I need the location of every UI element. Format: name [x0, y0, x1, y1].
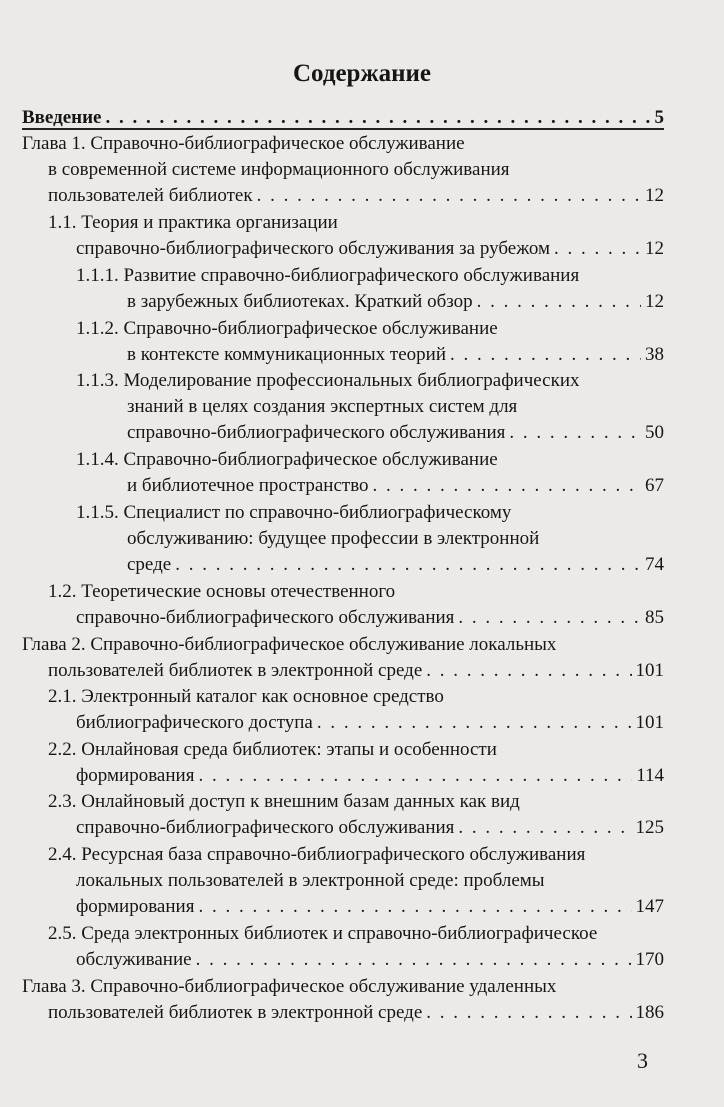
toc-entry-line [76, 317, 664, 341]
toc-entry-line-final [76, 606, 664, 630]
dot-leader [198, 895, 631, 919]
toc-entry-text: пользователей библиотек в электронной среде [48, 1002, 423, 1023]
toc-entry-line-final [127, 421, 664, 445]
dot-leader [458, 816, 631, 840]
toc-entry-line [48, 211, 664, 235]
toc-entry-line [76, 869, 664, 893]
toc-entry-line [76, 448, 664, 472]
toc-entry-text: в контексте коммуникационных теорий [127, 344, 446, 365]
toc-entry-line-final [48, 184, 664, 208]
dot-leader [554, 237, 641, 261]
toc-entry-line [48, 790, 664, 814]
toc-page-number: 67 [645, 475, 664, 496]
toc-page-number: 147 [635, 896, 664, 917]
toc-entry-text: обслуживание [76, 949, 192, 970]
dot-leader [317, 711, 632, 735]
toc-entry-text: библиографического доступа [76, 712, 313, 733]
toc-page-number: 12 [645, 291, 664, 312]
toc-page-number: 101 [635, 660, 664, 681]
toc-entry-text: 1.1.1. Развитие справочно-библиографического обслуживания [76, 265, 580, 286]
toc-entry-line-final [127, 474, 664, 498]
toc-entry-line [48, 738, 664, 762]
toc-page-number: 38 [645, 344, 664, 365]
toc-page-number: 5 [654, 107, 664, 128]
dot-leader [426, 659, 631, 683]
toc-entry-line [48, 922, 664, 946]
toc-entry-text: формирования [76, 896, 195, 917]
toc-entry-text: справочно-библиографического обслуживания [127, 422, 506, 443]
toc-entry-line-final [48, 659, 664, 683]
dot-leader [509, 421, 641, 445]
toc-entry-text: справочно-библиографического обслуживания за рубежом [76, 238, 551, 259]
toc-entry-text: 1.1.4. Справочно-библиографическое обслуживание [76, 449, 498, 470]
toc-page-number: 125 [635, 817, 664, 838]
dot-leader [426, 1001, 631, 1025]
toc-entry-text: пользователей библиотек в электронной среде [48, 660, 423, 681]
toc-entry-line [48, 685, 664, 709]
toc-entry-text: справочно-библиографического обслуживания [76, 607, 455, 628]
toc-entry-line-final [76, 237, 664, 261]
toc-entry-line-final [76, 948, 664, 972]
toc-page-number: 12 [645, 238, 664, 259]
toc-page-number: 186 [635, 1002, 664, 1023]
dot-leader [257, 184, 641, 208]
dot-leader [458, 606, 641, 630]
toc-entry-line [48, 843, 664, 867]
dot-leader [450, 343, 641, 367]
toc-entry-text: в современной системе информационного обслуживания [48, 159, 510, 180]
toc-entry-text: справочно-библиографического обслуживания [76, 817, 455, 838]
toc-entry-text: Глава 3. Справочно-библиографическое обслуживание удаленных [22, 976, 557, 997]
toc-entry-line-final [76, 816, 664, 840]
toc-entry-line [76, 501, 664, 525]
toc-entry-line [76, 264, 664, 288]
toc-entry-text: знаний в целях создания экспертных систем для [127, 396, 518, 417]
dot-leader [477, 290, 641, 314]
toc-entry-line-final [127, 343, 664, 367]
page-number: 3 [637, 1048, 648, 1073]
toc-entry-text: обслуживанию: будущее профессии в электронной [127, 528, 540, 549]
toc-entry-text: 1.1.5. Специалист по справочно-библиографическому [76, 502, 512, 523]
toc-entry-line-final [48, 1001, 664, 1025]
toc-entry-line [22, 633, 664, 657]
toc-entry-text: 1.1.3. Моделирование профессиональных библиографических [76, 370, 580, 391]
toc-entry-text: Глава 2. Справочно-библиографическое обслуживание локальных [22, 634, 557, 655]
toc-entry-text: 2.3. Онлайновый доступ к внешним базам данных как вид [48, 791, 520, 812]
toc-entry-text: 1.1. Теория и практика организации [48, 212, 338, 233]
toc-entry-text: 1.1.2. Справочно-библиографическое обслуживание [76, 318, 498, 339]
toc-entry-text: пользователей библиотек [48, 185, 253, 206]
toc-page-number: 101 [635, 712, 664, 733]
toc-entry-text: 2.2. Онлайновая среда библиотек: этапы и особенности [48, 739, 497, 760]
toc-entry-text: формирования [76, 765, 195, 786]
toc-entry-text: 2.1. Электронный каталог как основное средство [48, 686, 444, 707]
toc-entry-text: 2.4. Ресурсная база справочно-библиографического обслуживания [48, 844, 586, 865]
toc-page-number: 50 [645, 422, 664, 443]
dot-leader [106, 106, 651, 130]
toc-page-number: 74 [645, 554, 664, 575]
toc-page-number: 114 [636, 765, 664, 786]
toc-entry-line-final [127, 553, 664, 577]
toc-entry-text: Глава 1. Справочно-библиографическое обслуживание [22, 133, 465, 154]
toc-entry-text: Введение [22, 107, 102, 128]
dot-leader [175, 553, 641, 577]
toc-entry-line [76, 369, 664, 393]
toc-entry-line-final [22, 106, 664, 130]
toc-page-number: 85 [645, 607, 664, 628]
page-title: Содержание [292, 60, 431, 87]
toc-entry-text: 1.2. Теоретические основы отечественного [48, 581, 396, 602]
dot-leader [198, 764, 632, 788]
toc-entry-text: и библиотечное пространство [127, 475, 369, 496]
toc-entry-line-final [76, 764, 664, 788]
dot-leader [196, 948, 632, 972]
toc-page-number: 12 [645, 185, 664, 206]
toc-entry-line [48, 158, 664, 182]
toc-entry-text: среде [127, 554, 172, 575]
toc-entry-line [22, 975, 664, 999]
toc-entry-text: локальных пользователей в электронной среде: проблемы [76, 870, 545, 891]
toc-entry-line [22, 132, 664, 156]
toc-entry-line-final [76, 895, 664, 919]
toc-page-number: 170 [635, 949, 664, 970]
toc-entry-line [127, 527, 664, 551]
toc-entry-line [127, 395, 664, 419]
toc-entry-line-final [76, 711, 664, 735]
toc-entry-line [48, 580, 664, 604]
toc-entry-line-final [127, 290, 664, 314]
toc-entry-text: 2.5. Среда электронных библиотек и справочно-библиографическое [48, 923, 598, 944]
dot-leader [373, 474, 641, 498]
toc-entry-text: в зарубежных библиотеках. Краткий обзор [127, 291, 473, 312]
